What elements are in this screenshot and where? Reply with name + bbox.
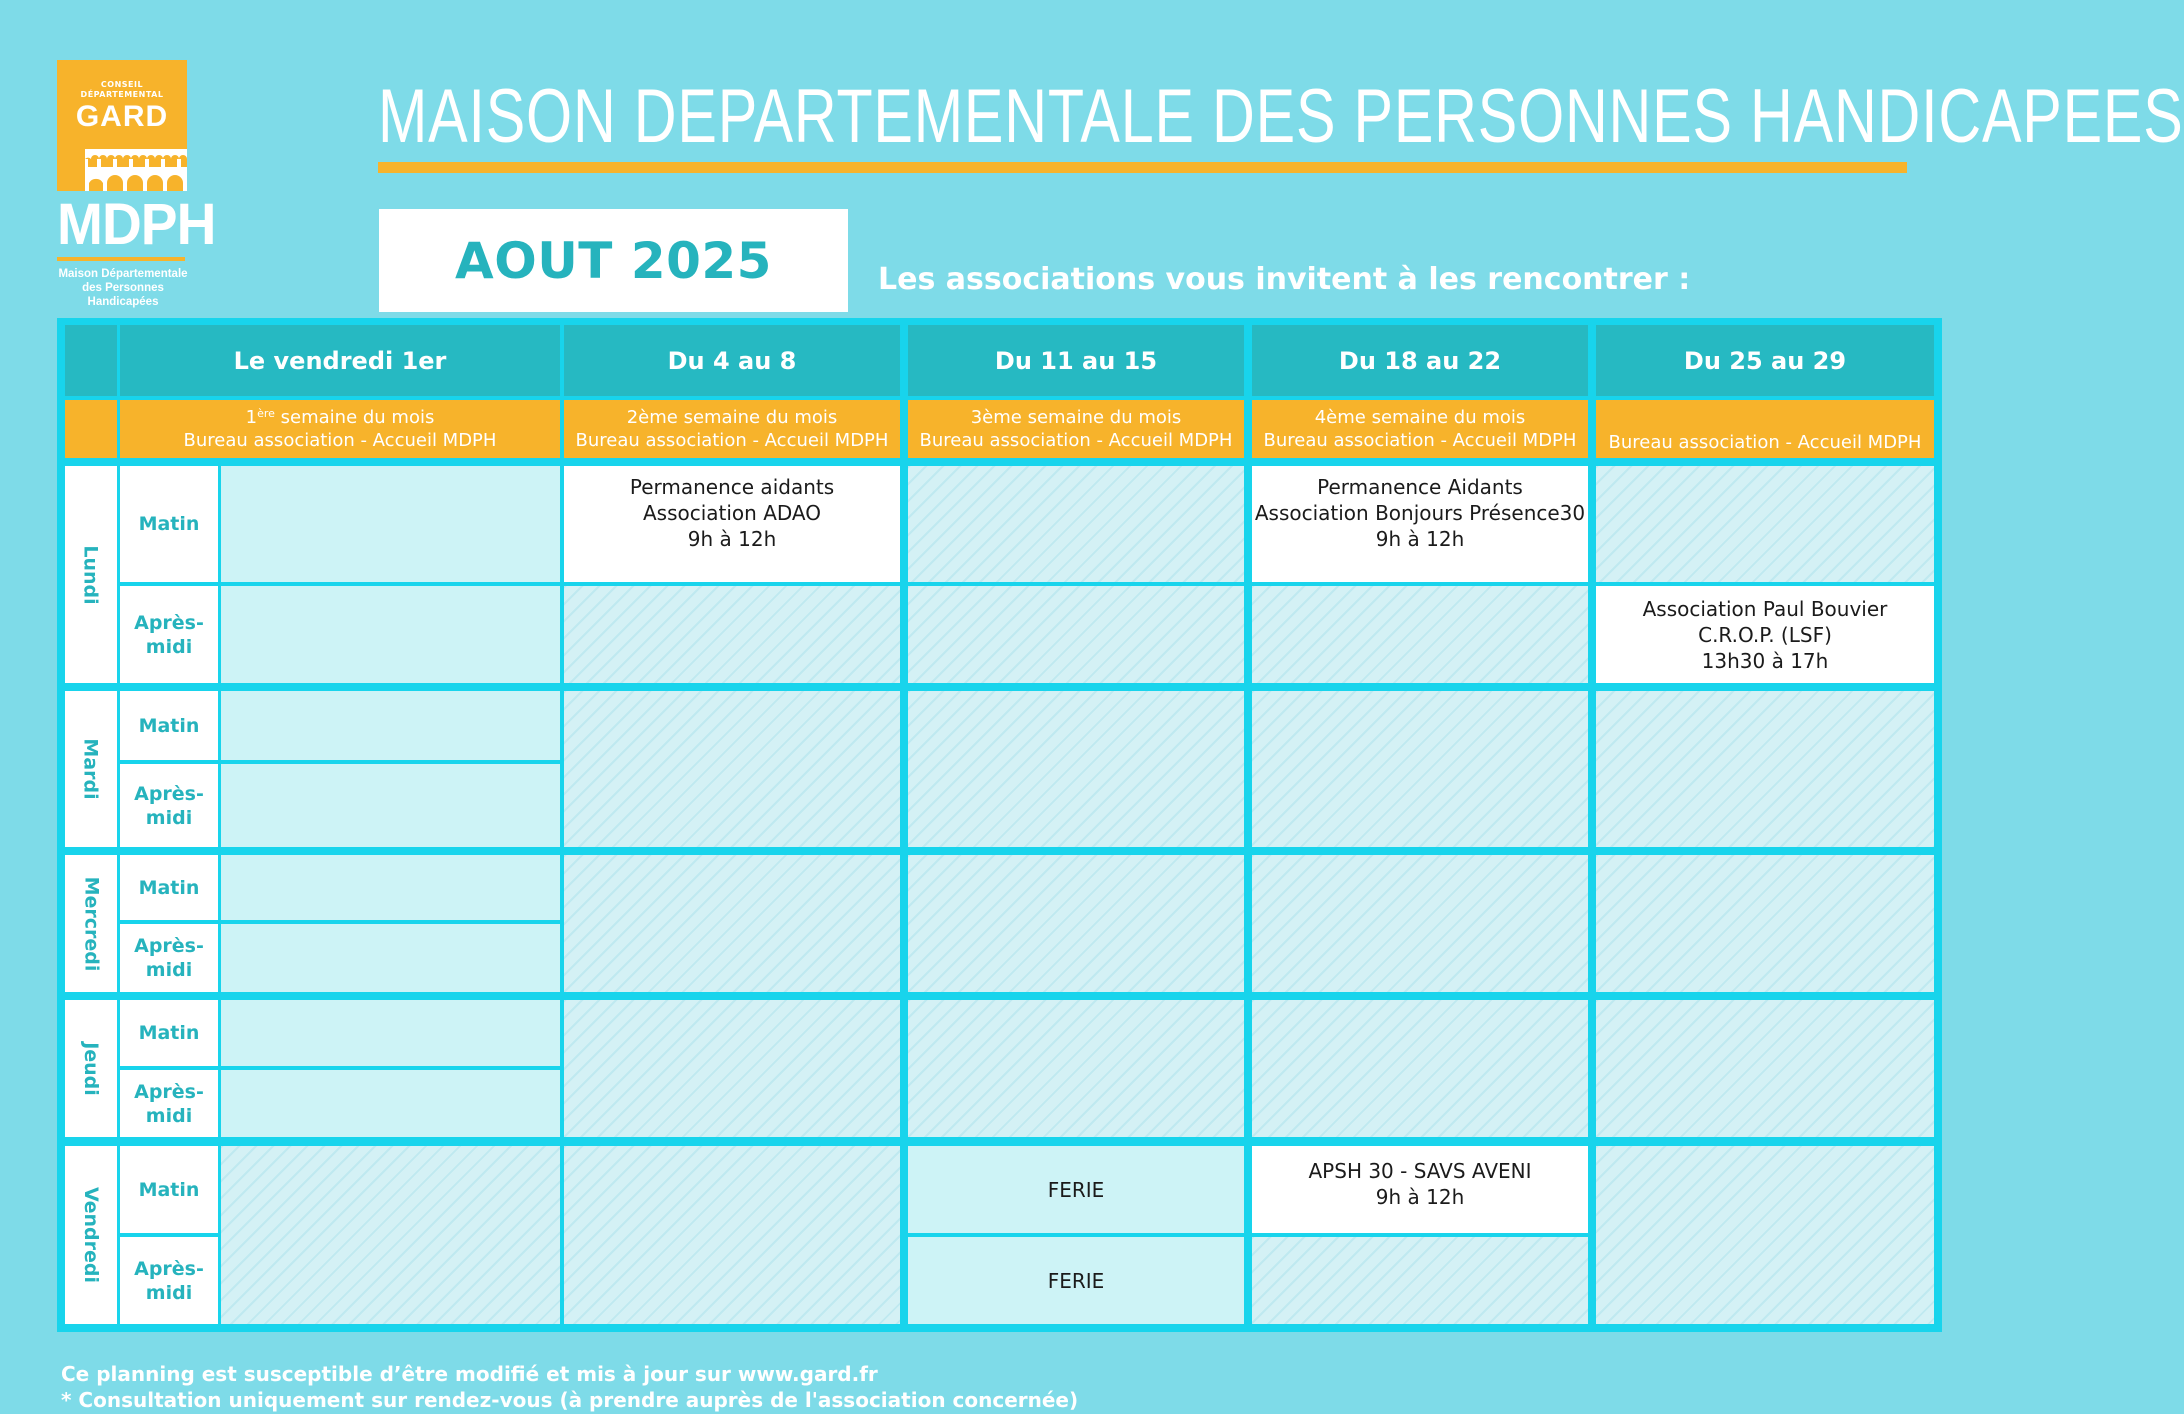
- logo-subtitle: [57, 267, 189, 309]
- cell-mardi-w2: [564, 691, 900, 847]
- day-mercredi-label: Mercredi: [80, 876, 103, 971]
- event-line: Permanence Aidants: [1317, 475, 1523, 499]
- logo-gard: GARD: [75, 100, 169, 133]
- week-label-4: [1252, 400, 1588, 458]
- col-header-5: Du 25 au 29: [1596, 325, 1934, 396]
- cell-lundi-matin-w3: [908, 466, 1244, 582]
- slot-label: Matin: [138, 714, 200, 737]
- slot-label-l1: Après-: [134, 782, 204, 805]
- footer-line2: * Consultation uniquement sur rendez-vous (à prendre auprès de l'association concernée): [61, 1388, 1079, 1412]
- cell-jeudi-matin-w1: [221, 1000, 560, 1066]
- week-4-line1: 4ème semaine du mois: [1314, 407, 1526, 428]
- col-header-1: Le vendredi 1er: [120, 325, 560, 396]
- slot-mardi-apres-midi: [120, 764, 218, 847]
- logo-conseil: CONSEIL: [100, 80, 144, 89]
- header-corner: [65, 325, 117, 396]
- slot-jeudi-matin: [120, 1000, 218, 1066]
- col-header-4: Du 18 au 22: [1252, 325, 1588, 396]
- cell-mercredi-w4: [1252, 855, 1588, 992]
- cell-lundi-am-w2: [564, 586, 900, 683]
- slot-mercredi-apres-midi: [120, 924, 218, 992]
- event-line: 9h à 12h: [1375, 1185, 1465, 1209]
- cell-vendredi-w2: [564, 1146, 900, 1324]
- event-line: Association Paul Bouvier: [1642, 596, 1888, 621]
- slot-mardi-matin: [120, 691, 218, 760]
- event-vendredi-matin-w4: [1252, 1146, 1588, 1233]
- slot-label-l1: Après-: [134, 935, 204, 957]
- slot-label-l2: midi: [145, 1281, 193, 1304]
- event-line: C.R.O.P. (LSF): [1698, 622, 1832, 647]
- title-underline: [378, 162, 1907, 173]
- day-vendredi-label: Vendredi: [80, 1186, 102, 1284]
- slot-lundi-matin: [120, 466, 218, 582]
- slot-lundi-apres-midi: [120, 586, 218, 683]
- day-vendredi: [65, 1146, 117, 1324]
- day-jeudi-label: Jeudi: [80, 1041, 103, 1096]
- day-jeudi: [65, 1000, 117, 1137]
- day-lundi-label: Lundi: [80, 544, 102, 605]
- slot-label-l1: Après-: [134, 1080, 204, 1103]
- slot-label: Matin: [138, 876, 200, 899]
- week-label-5: [1596, 400, 1934, 458]
- pont-du-gard-icon: [85, 145, 187, 191]
- month-label: AOUT 2025: [455, 231, 772, 290]
- cell-jeudi-w4: [1252, 1000, 1588, 1137]
- col-header-2: Du 4 au 8: [564, 325, 900, 396]
- event-line: Permanence aidants: [629, 475, 835, 499]
- slot-label: Matin: [138, 1022, 200, 1044]
- event-line: Association ADAO: [642, 501, 822, 525]
- cell-mercredi-am-w1: [221, 924, 560, 992]
- day-mercredi: [65, 855, 117, 992]
- footer-notes: [61, 1361, 1078, 1413]
- ferie-vendredi-am: FERIE: [908, 1237, 1244, 1324]
- week-5-line2: Bureau association - Accueil MDPH: [1608, 432, 1922, 453]
- col-header-3: Du 11 au 15: [908, 325, 1244, 396]
- cell-jeudi-w5: [1596, 1000, 1934, 1137]
- logo-sub-line2: des Personnes Handicapées: [82, 282, 164, 308]
- week-1-line2: Bureau association - Accueil MDPH: [183, 430, 497, 451]
- logo-underline: [57, 257, 185, 261]
- cell-jeudi-w2: [564, 1000, 900, 1137]
- cell-mardi-am-w1: [221, 764, 560, 847]
- event-lundi-matin-w4: [1252, 466, 1588, 582]
- ferie-vendredi-matin: FERIE: [908, 1146, 1244, 1233]
- invite-text: Les associations vous invitent à les rencontrer :: [878, 262, 1691, 297]
- event-line: 13h30 à 17h: [1701, 648, 1829, 673]
- week-label-3: [908, 400, 1244, 458]
- mdph-logo: [57, 60, 216, 310]
- cell-vendredi-w1: [221, 1146, 560, 1324]
- slot-mercredi-matin: [120, 855, 218, 920]
- week-4-line2: Bureau association - Accueil MDPH: [1263, 430, 1577, 451]
- subheader-corner: [65, 400, 117, 458]
- logo-departemental: DÉPARTEMENTAL: [80, 90, 164, 99]
- slot-jeudi-apres-midi: [120, 1070, 218, 1137]
- cell-mardi-w5: [1596, 691, 1934, 847]
- cell-vendredi-am-w4: [1252, 1237, 1588, 1324]
- cell-mercredi-w3: [908, 855, 1244, 992]
- week-label-2: [564, 400, 900, 458]
- event-lundi-matin-w2: [564, 466, 900, 582]
- cell-lundi-am-w4: [1252, 586, 1588, 683]
- cell-mardi-w4: [1252, 691, 1588, 847]
- week-3-line2: Bureau association - Accueil MDPH: [919, 430, 1233, 451]
- slot-label-l2: midi: [145, 635, 193, 658]
- footer-line1: Ce planning est susceptible d’être modifié et mis à jour sur www.gard.fr: [61, 1362, 878, 1386]
- cell-lundi-am-w3: [908, 586, 1244, 683]
- event-line: 9h à 12h: [687, 527, 777, 551]
- event-lundi-am-w5: [1596, 586, 1934, 683]
- week-label-1: [120, 400, 560, 458]
- event-line: APSH 30 - SAVS AVENI: [1308, 1159, 1532, 1183]
- slot-vendredi-matin: [120, 1146, 218, 1233]
- logo-mdph: MDPH: [57, 192, 216, 257]
- cell-lundi-am-w1: [221, 586, 560, 683]
- slot-label-l2: midi: [145, 1104, 193, 1127]
- week-2-line1: 2ème semaine du mois: [626, 407, 838, 428]
- slot-label-l2: midi: [145, 806, 193, 829]
- gard-logo-box: [57, 60, 187, 191]
- planning-table: [57, 318, 1942, 1332]
- cell-lundi-matin-w1: [221, 466, 560, 582]
- cell-vendredi-w5: [1596, 1146, 1934, 1324]
- event-line: Association Bonjours Présence30: [1254, 501, 1586, 525]
- cell-jeudi-w3: [908, 1000, 1244, 1137]
- slot-label-l1: Après-: [134, 1257, 204, 1280]
- slot-vendredi-apres-midi: [120, 1237, 218, 1324]
- cell-mercredi-w2: [564, 855, 900, 992]
- slot-label: Matin: [138, 1178, 200, 1201]
- cell-lundi-matin-w5: [1596, 466, 1934, 582]
- week-3-line1: 3ème semaine du mois: [970, 407, 1182, 428]
- week-1-line1: 1ère semaine du mois: [245, 407, 435, 428]
- day-mardi-label: Mardi: [80, 738, 102, 800]
- cell-mardi-matin-w1: [221, 691, 560, 760]
- cell-jeudi-am-w1: [221, 1070, 560, 1137]
- cell-mardi-w3: [908, 691, 1244, 847]
- slot-label-l1: Après-: [134, 611, 204, 634]
- event-line: 9h à 12h: [1375, 527, 1465, 551]
- cell-mercredi-w5: [1596, 855, 1934, 992]
- week-2-line2: Bureau association - Accueil MDPH: [575, 430, 889, 451]
- page-title: MAISON DEPARTEMENTALE DES PERSONNES HANDICAPEES: [378, 74, 2184, 159]
- logo-sub-line1: Maison Départementale: [58, 268, 188, 280]
- slot-label-l2: midi: [145, 959, 193, 981]
- slot-label: Matin: [138, 513, 200, 535]
- cell-mercredi-matin-w1: [221, 855, 560, 920]
- day-mardi: [65, 691, 117, 847]
- month-box: [379, 209, 848, 312]
- day-lundi: [65, 466, 117, 683]
